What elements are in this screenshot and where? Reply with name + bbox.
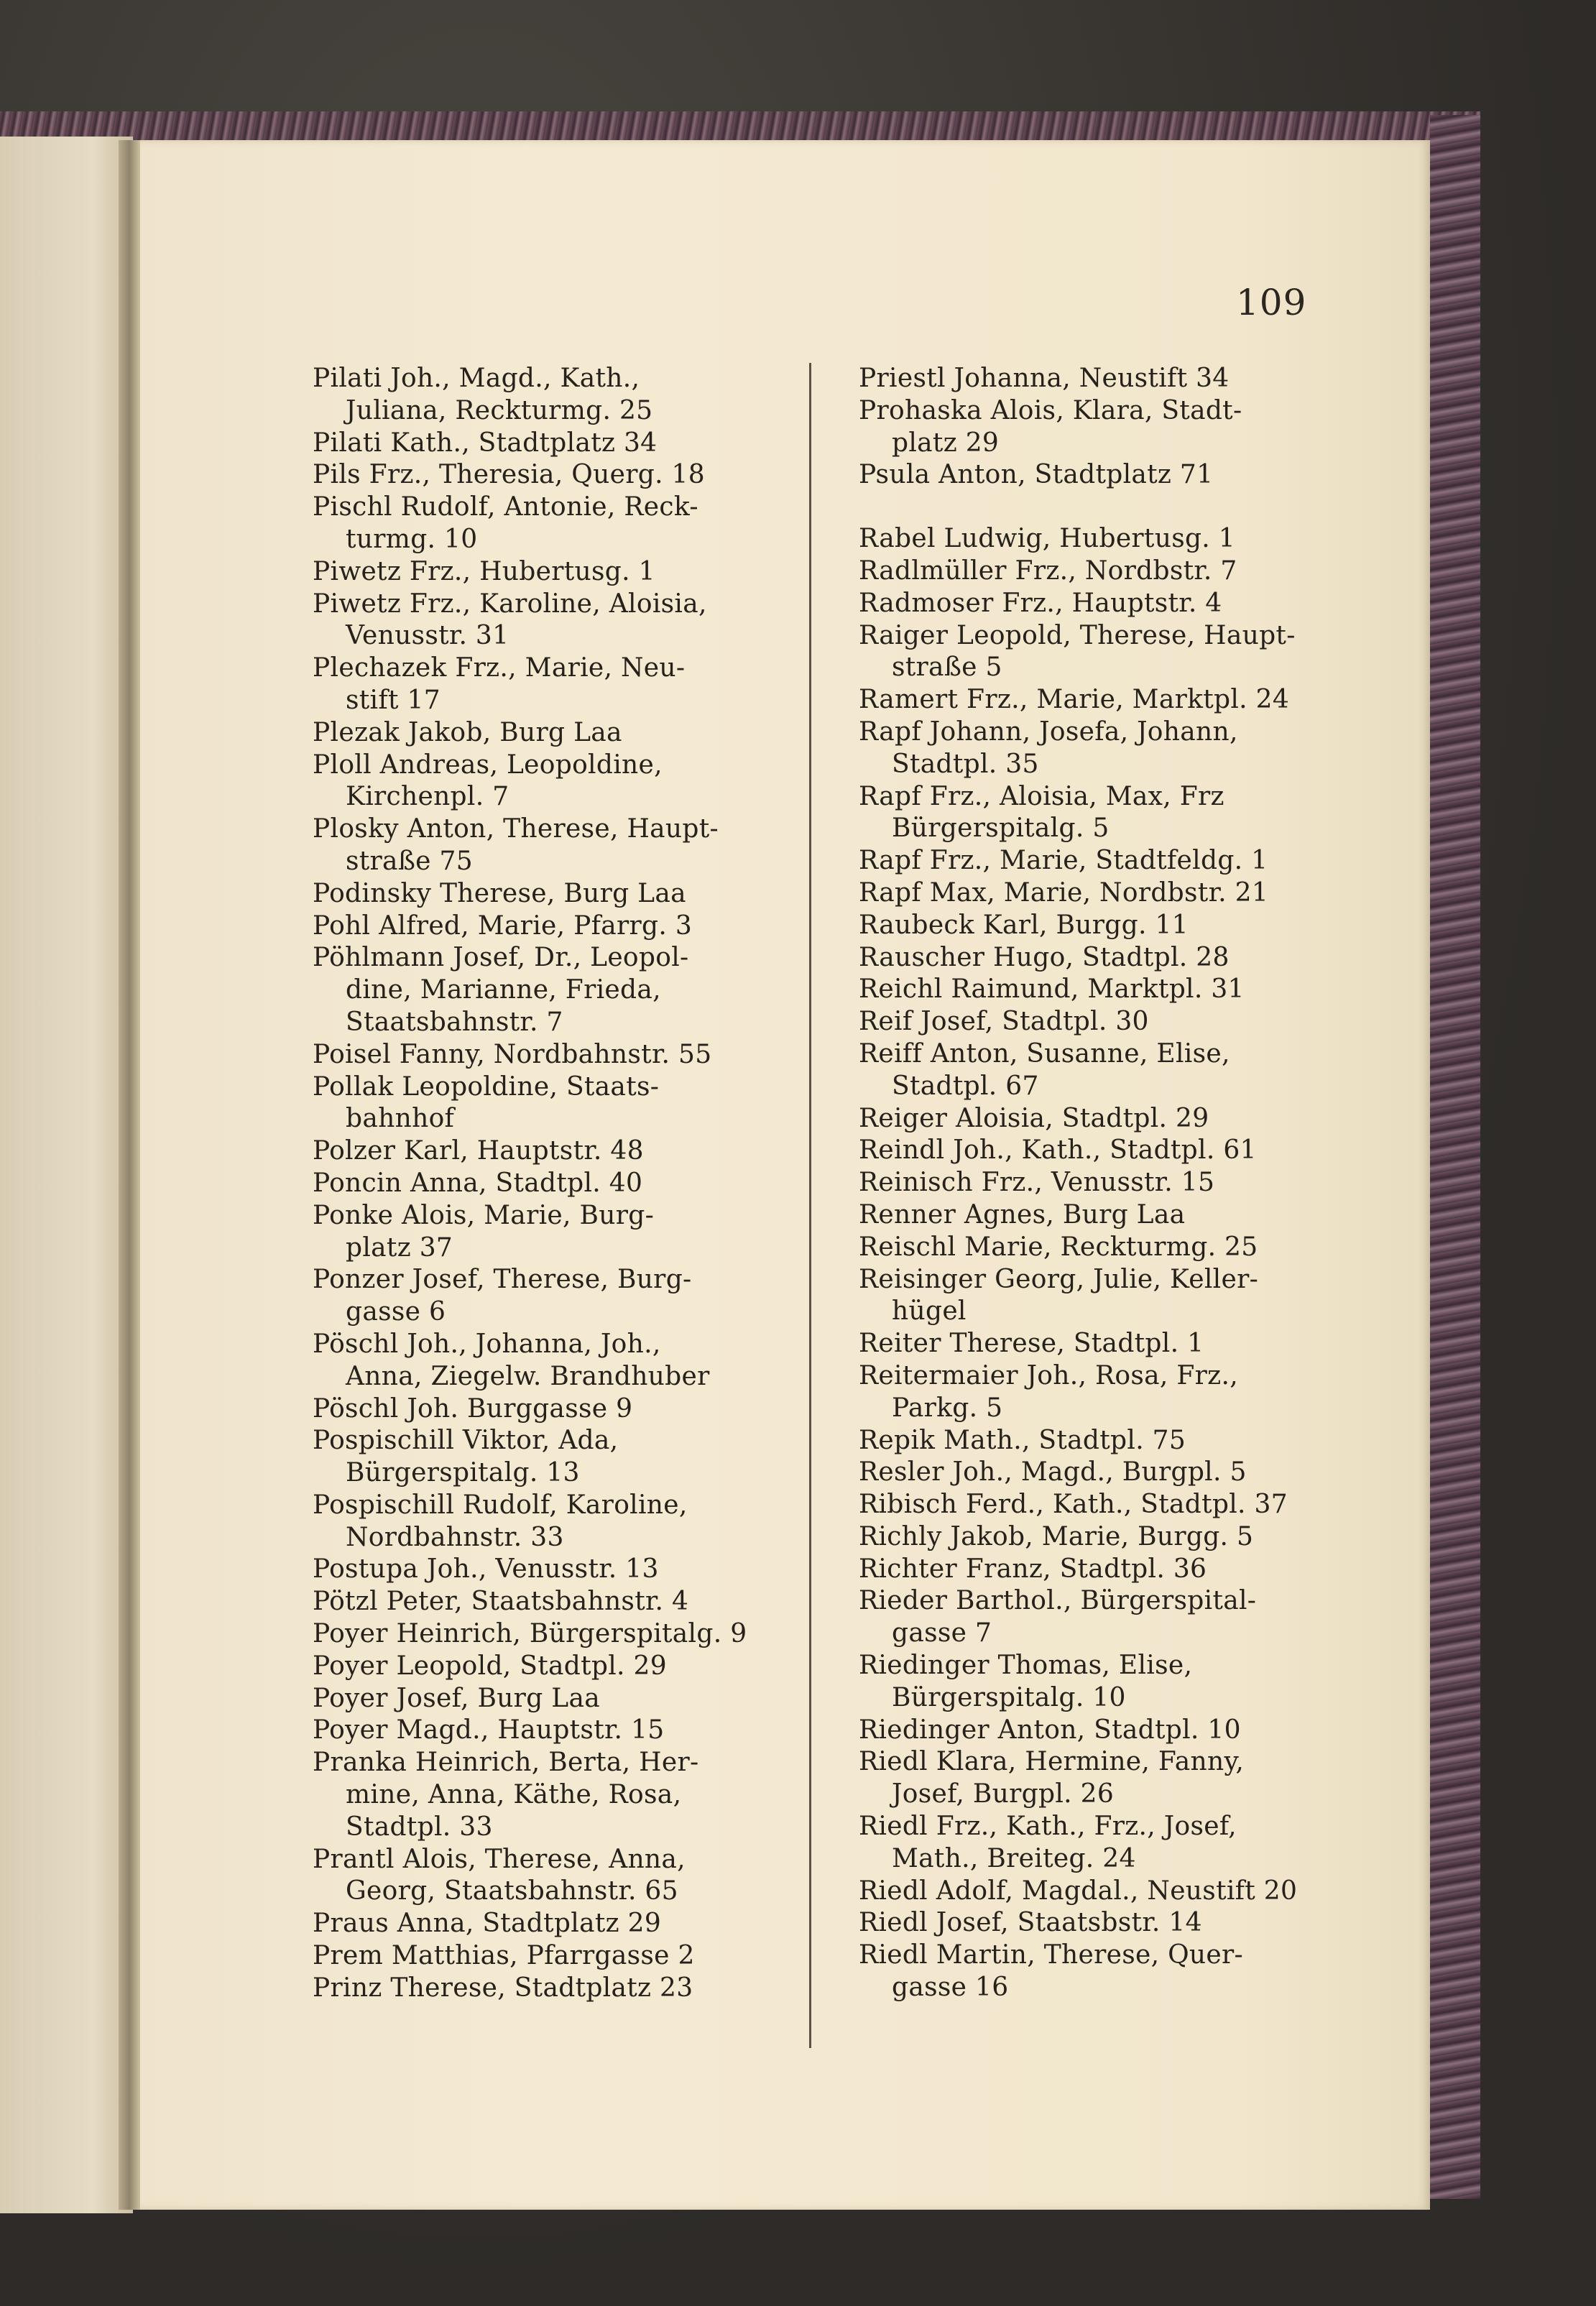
- directory-entry: Rauscher Hugo, Stadtpl. 28: [859, 942, 1230, 972]
- directory-entry: Poisel Fanny, Nordbahnstr. 55: [313, 1039, 712, 1069]
- directory-entry: Pöschl Joh., Johanna, Joh.,: [313, 1329, 661, 1359]
- directory-entry: Renner Agnes, Burg Laa: [859, 1199, 1186, 1230]
- directory-entry: Richter Franz, Stadtpl. 36: [859, 1554, 1207, 1584]
- directory-entry: Raiger Leopold, Therese, Haupt-: [859, 620, 1296, 650]
- directory-entry-continuation: Juliana, Reckturmg. 25: [346, 395, 653, 425]
- directory-entry: Ponke Alois, Marie, Burg-: [313, 1200, 655, 1230]
- directory-entry-continuation: Venusstr. 31: [346, 621, 509, 651]
- directory-entry: Piwetz Frz., Hubertusg. 1: [313, 556, 655, 586]
- directory-entry: Pohl Alfred, Marie, Pfarrg. 3: [313, 910, 693, 941]
- marbled-cover-edge: [1430, 115, 1480, 2199]
- directory-entry-continuation: platz 37: [346, 1232, 453, 1263]
- directory-entry-continuation: mine, Anna, Käthe, Rosa,: [346, 1780, 682, 1810]
- directory-entry: Reinisch Frz., Venusstr. 15: [859, 1168, 1215, 1198]
- directory-entry: Plosky Anton, Therese, Haupt-: [313, 814, 719, 844]
- directory-entry: Postupa Joh., Venusstr. 13: [313, 1554, 659, 1585]
- directory-entry-continuation: dine, Marianne, Frieda,: [346, 975, 661, 1005]
- book-gutter: [119, 140, 140, 2210]
- directory-entry: Riedinger Anton, Stadtpl. 10: [859, 1715, 1241, 1745]
- directory-entry: Prinz Therese, Stadtplatz 23: [313, 1973, 693, 2003]
- directory-entry: Rapf Max, Marie, Nordbstr. 21: [859, 877, 1269, 908]
- column-divider: [809, 363, 811, 2048]
- directory-entry: Pils Frz., Theresia, Querg. 18: [313, 460, 705, 490]
- directory-entry-continuation: bahnhof: [346, 1104, 455, 1134]
- marbled-top-edge: [0, 111, 1480, 140]
- directory-entry: Radlmüller Frz., Nordbstr. 7: [859, 555, 1237, 586]
- directory-entry-continuation: Nordbahnstr. 33: [346, 1522, 564, 1552]
- directory-entry-continuation: Anna, Ziegelw. Brandhuber: [346, 1361, 710, 1391]
- directory-entry: Rabel Ludwig, Hubertusg. 1: [859, 524, 1235, 554]
- left-column: [313, 363, 765, 2005]
- directory-entry: Pilati Kath., Stadtplatz 34: [313, 428, 658, 458]
- directory-entry: Riedl Josef, Staatsbstr. 14: [859, 1908, 1202, 1938]
- directory-entry-continuation: Staatsbahnstr. 7: [346, 1007, 563, 1037]
- directory-entry-continuation: Georg, Staatsbahnstr. 65: [346, 1876, 678, 1906]
- directory-entry: Prohaska Alois, Klara, Stadt-: [859, 395, 1242, 425]
- directory-entry: Resler Joh., Magd., Burgpl. 5: [859, 1457, 1247, 1488]
- directory-entry: Reiter Therese, Stadtpl. 1: [859, 1329, 1204, 1359]
- directory-entry: Pospischill Viktor, Ada,: [313, 1426, 619, 1456]
- directory-entry-continuation: gasse 7: [892, 1618, 992, 1648]
- directory-entry: Reiger Aloisia, Stadtpl. 29: [859, 1103, 1209, 1133]
- directory-entry-continuation: straße 5: [892, 652, 1002, 683]
- directory-entry: Poyer Leopold, Stadtpl. 29: [313, 1651, 667, 1681]
- directory-entry-continuation: Math., Breiteg. 24: [892, 1843, 1136, 1873]
- directory-entry-continuation: Bürgerspitalg. 10: [892, 1682, 1126, 1712]
- directory-entry: Piwetz Frz., Karoline, Aloisia,: [313, 589, 707, 619]
- directory-entry: Ponzer Josef, Therese, Burg-: [313, 1265, 692, 1295]
- directory-entry: Praus Anna, Stadtplatz 29: [313, 1909, 662, 1939]
- directory-entry: Ploll Andreas, Leopoldine,: [313, 750, 663, 780]
- directory-entry: Prantl Alois, Therese, Anna,: [313, 1844, 686, 1874]
- directory-entry-continuation: Stadtpl. 67: [892, 1071, 1039, 1101]
- directory-entry-continuation: Josef, Burgpl. 26: [892, 1779, 1115, 1809]
- directory-entry: Rapf Frz., Marie, Stadtfeldg. 1: [859, 846, 1268, 876]
- directory-entry: Rapf Frz., Aloisia, Max, Frz: [859, 781, 1224, 811]
- directory-entry: Raubeck Karl, Burgg. 11: [859, 910, 1189, 940]
- page-number: 109: [1236, 282, 1307, 323]
- directory-entry: Poncin Anna, Stadtpl. 40: [313, 1168, 643, 1198]
- directory-entry: Repik Math., Stadtpl. 75: [859, 1425, 1186, 1455]
- directory-entry: Rieder Barthol., Bürgerspital-: [859, 1586, 1257, 1616]
- directory-entry: Riedinger Thomas, Elise,: [859, 1651, 1193, 1681]
- directory-entry-continuation: Kirchenpl. 7: [346, 782, 509, 812]
- directory-entry: Riedl Klara, Hermine, Fanny,: [859, 1747, 1245, 1777]
- directory-entry: Polzer Karl, Hauptstr. 48: [313, 1136, 644, 1166]
- directory-entry: Pötzl Peter, Staatsbahnstr. 4: [313, 1587, 689, 1617]
- directory-entry-continuation: Stadtpl. 33: [346, 1812, 493, 1842]
- directory-entry: Pischl Rudolf, Antonie, Reck-: [313, 492, 698, 522]
- directory-entry-continuation: straße 75: [346, 846, 473, 876]
- directory-entry: Richly Jakob, Marie, Burgg. 5: [859, 1521, 1254, 1551]
- directory-entry: Priestl Johanna, Neustift 34: [859, 364, 1230, 393]
- directory-entry: Pöhlmann Josef, Dr., Leopol-: [313, 943, 689, 973]
- directory-entry-continuation: Bürgerspitalg. 5: [892, 813, 1110, 844]
- directory-entry: Reichl Raimund, Marktpl. 31: [859, 974, 1245, 1005]
- directory-entry: Reiff Anton, Susanne, Elise,: [859, 1038, 1230, 1069]
- right-column: [859, 363, 1319, 2004]
- directory-entry: Radmoser Frz., Hauptstr. 4: [859, 588, 1222, 618]
- directory-entry: Reif Josef, Stadtpl. 30: [859, 1007, 1149, 1037]
- directory-entry: Psula Anton, Stadtplatz 71: [859, 460, 1214, 490]
- directory-entry: Prem Matthias, Pfarrgasse 2: [313, 1941, 695, 1971]
- directory-entry-continuation: hügel: [892, 1296, 967, 1327]
- left-page-edge: [0, 137, 133, 2213]
- directory-entry-continuation: turmg. 10: [346, 524, 478, 554]
- directory-entry: Poyer Magd., Hauptstr. 15: [313, 1715, 665, 1745]
- directory-entry: Pospischill Rudolf, Karoline,: [313, 1490, 688, 1520]
- directory-entry-continuation: stift 17: [346, 685, 440, 715]
- directory-entry-continuation: gasse 6: [346, 1297, 446, 1327]
- directory-entry: Reisinger Georg, Julie, Keller-: [859, 1264, 1259, 1294]
- directory-entry: Riedl Martin, Therese, Quer-: [859, 1940, 1243, 1970]
- directory-entry: Riedl Frz., Kath., Frz., Josef,: [859, 1812, 1237, 1842]
- directory-entry: Riedl Adolf, Magdal., Neustift 20: [859, 1876, 1298, 1906]
- directory-entry: Pranka Heinrich, Berta, Her-: [313, 1748, 699, 1778]
- directory-entry: Poyer Heinrich, Bürgerspitalg. 9: [313, 1619, 747, 1649]
- directory-entry: Ramert Frz., Marie, Marktpl. 24: [859, 685, 1290, 715]
- directory-entry-continuation: gasse 16: [892, 1973, 1009, 2003]
- directory-entry: Reindl Joh., Kath., Stadtpl. 61: [859, 1135, 1257, 1166]
- directory-entry: Poyer Josef, Burg Laa: [313, 1683, 601, 1713]
- directory-entry: Plezak Jakob, Burg Laa: [313, 717, 622, 747]
- directory-entry-continuation: Stadtpl. 35: [892, 749, 1039, 779]
- directory-entry: Reitermaier Joh., Rosa, Frz.,: [859, 1360, 1238, 1390]
- directory-entry: Podinsky Therese, Burg Laa: [313, 878, 686, 908]
- directory-entry-continuation: Parkg. 5: [892, 1393, 1003, 1423]
- directory-entry-continuation: Bürgerspitalg. 13: [346, 1458, 580, 1488]
- directory-entry-continuation: platz 29: [892, 428, 1000, 458]
- directory-entry: Pilati Joh., Magd., Kath.,: [313, 364, 640, 393]
- directory-entry: Ribisch Ferd., Kath., Stadtpl. 37: [859, 1490, 1288, 1520]
- directory-entry: Rapf Johann, Josefa, Johann,: [859, 716, 1238, 747]
- directory-entry: Plechazek Frz., Marie, Neu-: [313, 653, 686, 683]
- directory-entry: Pöschl Joh. Burggasse 9: [313, 1393, 633, 1424]
- directory-entry: Pollak Leopoldine, Staats-: [313, 1071, 660, 1102]
- directory-entry: Reischl Marie, Reckturmg. 25: [859, 1232, 1258, 1262]
